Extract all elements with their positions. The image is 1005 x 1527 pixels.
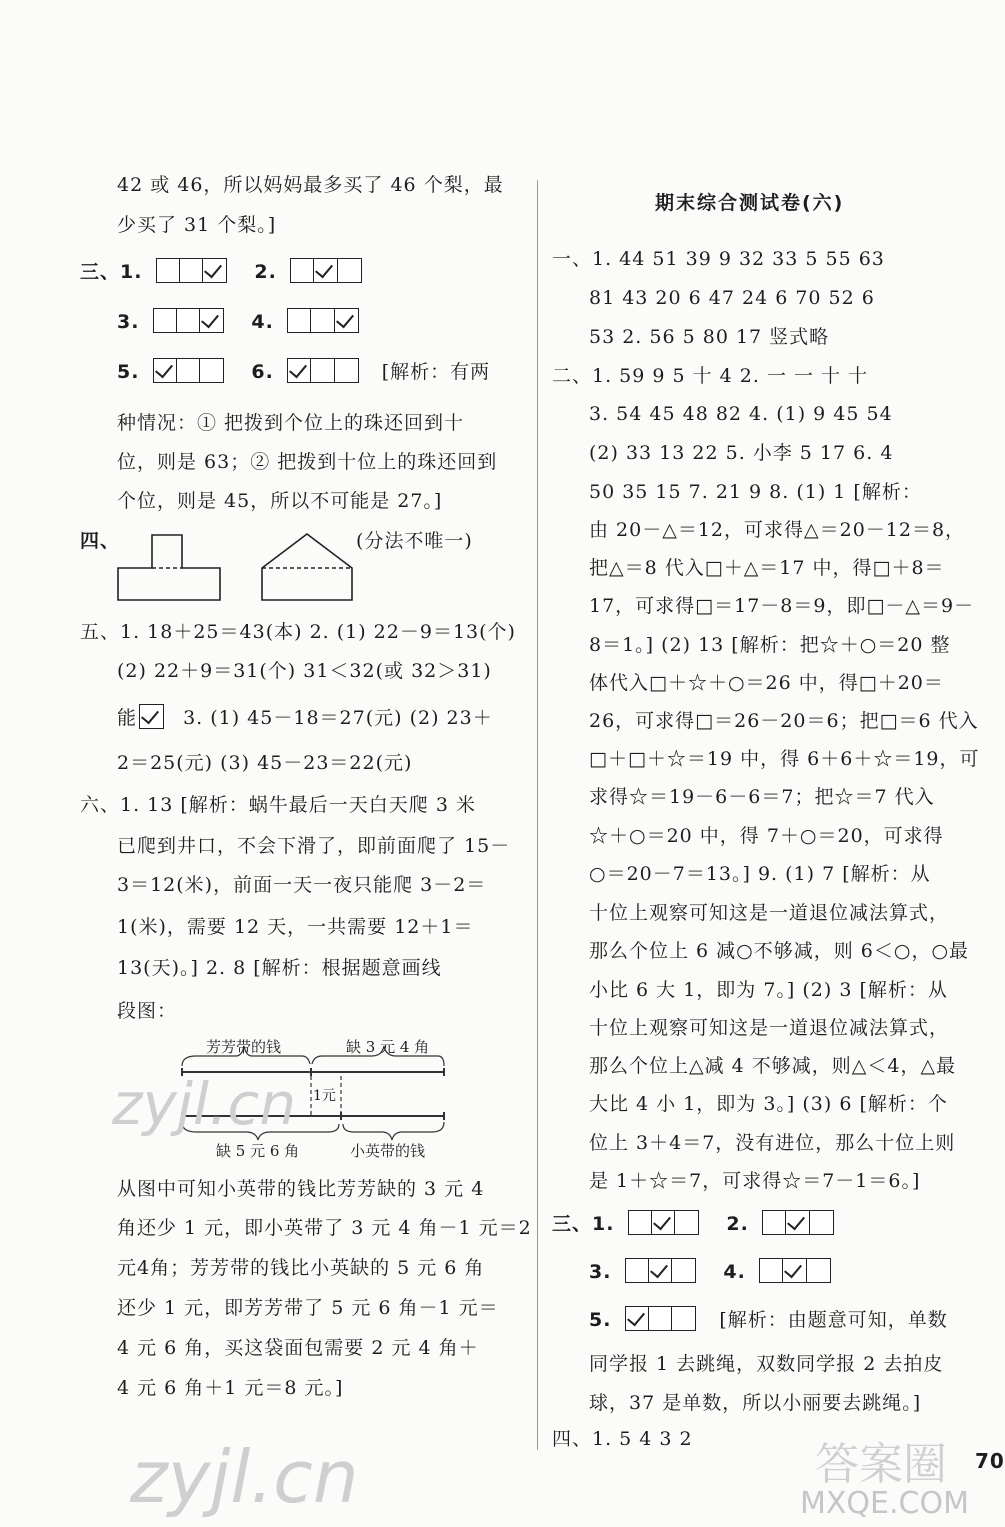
box [179,258,204,283]
right-line: 把△＝8 代入□＋△＝17 中，得□＋8＝ [589,557,945,579]
answer-text: 能 [117,707,138,729]
left-line: 元4角；芳芳带的钱比小英缺的 5 元 6 角 [117,1257,485,1279]
choice-boxes [762,1210,834,1242]
right-line: 球，37 是单数，所以小丽要去跳绳。] [589,1392,922,1414]
right-line: 求得☆＝19－6－6＝7；把☆＝7 代入 [589,786,935,808]
section-three-row [80,258,368,290]
box [671,1306,696,1331]
box [176,358,201,383]
box [287,308,312,333]
section-three-row [117,308,365,340]
right-line: ☆＋○＝20 中，得 7＋○＝20，可求得 [589,825,944,847]
box [759,1258,784,1283]
left-line: 角还少 1 元，即小英带了 3 元 4 角－1 元＝2 [117,1217,532,1239]
label-lack-ying: 缺 5 元 6 角 [216,1142,300,1160]
section-five-row [117,704,493,736]
right-line: □＋□＋☆＝19 中，得 6＋6＋☆＝19，可 [589,748,980,770]
checked-box [199,308,224,333]
checked-box [153,358,178,383]
section-three-row [552,1210,840,1242]
checked-box [139,704,164,729]
section-three-row [117,358,490,390]
label-ying: 小英带的钱 [350,1142,426,1160]
watermark: MXQE.COM [800,1486,969,1521]
right-line: 四、1. 5 4 3 2 [552,1428,693,1450]
column-divider [537,180,538,1450]
choice-boxes [139,704,164,736]
q-number: 6. [251,361,274,383]
box [628,1210,653,1235]
left-line: 已爬到井口，不会下滑了，即前面爬了 15－ [117,835,511,857]
page-number: 70 [975,1449,1005,1473]
right-line: 一、1. 44 51 39 9 32 33 5 55 63 [552,248,885,270]
section-label: 四、 [80,530,121,552]
left-line: 个位，则是 45，所以不可能是 27。] [117,490,443,512]
checked-box [625,1306,650,1331]
left-line: 五、1. 18＋25＝43(本) 2. (1) 22－9＝13(个) [80,621,516,643]
choice-boxes [625,1306,697,1338]
left-line: 42 或 46，所以妈妈最多买了 46 个梨，最 [117,174,504,196]
answer-text: 3. (1) 45－18＝27(元) (2) 23＋ [183,707,493,729]
checked-box [651,1210,676,1235]
box [671,1258,696,1283]
page-title: 期末综合测试卷(六) [655,192,845,214]
right-line: 81 43 20 6 47 24 6 70 52 6 [589,287,875,309]
box [762,1210,787,1235]
checked-box [287,358,312,383]
right-line: 8＝1。] (2) 13 [解析：把☆＋○＝20 整 [589,634,951,656]
right-line: 小比 6 大 1，即为 7。] (2) 3 [解析：从 [589,979,948,1001]
box [674,1210,699,1235]
right-line: 同学报 1 去跳绳，双数同学报 2 去拍皮 [589,1353,944,1375]
right-line: 大比 4 小 1，即为 3。] (3) 6 [解析：个 [589,1093,948,1115]
q-number: 2. [254,261,277,283]
box [156,258,181,283]
box [648,1306,673,1331]
q-number: 1. [592,1213,615,1235]
checked-box [334,308,359,333]
right-line: 由 20－△＝12，可求得△＝20－12＝8， [589,519,966,541]
watermark: zyjl.cn [130,1435,359,1519]
left-line: 还少 1 元，即芳芳带了 5 元 6 角－1 元＝ [117,1297,499,1319]
left-line: 少买了 31 个梨。] [117,214,277,236]
choice-boxes [287,358,359,390]
left-line: 3＝12(米)，前面一天一夜只能爬 3－2＝ [117,874,487,896]
left-line: 4 元 6 角，买这袋面包需要 2 元 4 角＋ [117,1337,479,1359]
box [153,308,178,333]
box [806,1258,831,1283]
box [310,308,335,333]
right-line: 3. 54 45 48 82 4. (1) 9 45 54 [589,403,893,425]
left-line: 13(天)。] 2. 8 [解析：根据题意画线 [117,957,442,979]
right-line: 26，可求得□＝26－20＝6；把□＝6 代入 [589,710,979,732]
section-three-row [589,1306,948,1338]
left-line: 种情况：① 把拨到个位上的珠还回到十 [117,412,465,434]
left-line: 六、1. 13 [解析：蜗牛最后一天白天爬 3 米 [80,794,476,816]
right-line: ○＝20－7＝13。] 9. (1) 7 [解析：从 [589,863,931,885]
note: [解析：由题意可知，单数 [719,1309,948,1331]
left-line: 从图中可知小英带的钱比芳芳缺的 3 元 4 [117,1178,485,1200]
note: [解析：有两 [381,361,491,383]
choice-boxes [628,1210,700,1242]
section-label: 三、 [80,261,121,283]
watermark: 答案圈 [815,1439,947,1490]
box [176,308,201,333]
shape-figures [112,530,372,602]
q-number: 5. [589,1309,612,1331]
right-line: 50 35 15 7. 21 9 8. (1) 1 [解析： [589,481,922,503]
q-number: 3. [117,311,140,333]
choice-boxes [156,258,228,290]
box [625,1258,650,1283]
label-fang: 芳芳带的钱 [206,1038,282,1056]
right-line: 那么个位上 6 减○不够减，则 6＜○，○最 [589,940,970,962]
box [334,358,359,383]
box [310,358,335,383]
section-label: 三、 [552,1213,593,1235]
left-line: 1(米)，需要 12 天，一共需要 12＋1＝ [117,916,474,938]
box [199,358,224,383]
checked-box [782,1258,807,1283]
left-line: (2) 22＋9＝31(个) 31＜32(或 32＞31) [117,660,492,682]
label-lack-fang: 缺 3 元 4 角 [346,1038,430,1056]
left-line: 段图： [117,1000,178,1022]
box [290,258,315,283]
checked-box [202,258,227,283]
checked-box [785,1210,810,1235]
pentagon-shape [262,534,352,600]
right-line: (2) 33 13 22 5. 小李 5 17 6. 4 [589,442,894,464]
box [337,258,362,283]
label-one-yuan: 1元 [313,1088,336,1104]
section-three-row [589,1258,837,1290]
choice-boxes [290,258,362,290]
left-line: 4 元 6 角＋1 元＝8 元。] [117,1377,344,1399]
right-line: 53 2. 56 5 80 17 竖式略 [589,326,830,348]
right-line: 二、1. 59 9 5 十 4 2. 一 一 十 十 [552,365,869,387]
left-line: 位，则是 63；② 把拨到十位上的珠还回到 [117,451,498,473]
q-number: 2. [726,1213,749,1235]
right-line: 位上 3＋4＝7，没有进位，那么十位上则 [589,1132,956,1154]
q-number: 5. [117,361,140,383]
q-number: 1. [120,261,143,283]
box [809,1210,834,1235]
choice-boxes [759,1258,831,1290]
left-line: 2＝25(元) (3) 45－23＝22(元) [117,752,413,774]
choice-boxes [287,308,359,340]
right-line: 十位上观察可知这是一道退位减法算式， [589,1017,950,1039]
choice-boxes [153,308,225,340]
right-line: 是 1＋☆＝7，可求得☆＝7－1＝6。] [589,1170,921,1192]
watermark: zyjl.cn [112,1070,297,1138]
right-line: 体代入□＋☆＋○＝26 中，得□＋20＝ [589,672,944,694]
note: (分法不唯一) [356,530,473,552]
right-line: 十位上观察可知这是一道退位减法算式， [589,902,950,924]
q-number: 4. [251,311,274,333]
choice-boxes [153,358,225,390]
bottom-brace-right [343,1122,444,1140]
q-number: 3. [589,1261,612,1283]
checked-box [313,258,338,283]
q-number: 4. [723,1261,746,1283]
checked-box [648,1258,673,1283]
right-line: 17，可求得□＝17－8＝9，即□－△＝9－ [589,595,975,617]
choice-boxes [625,1258,697,1290]
right-line: 那么个位上△减 4 不够减，则△＜4，△最 [589,1055,957,1077]
